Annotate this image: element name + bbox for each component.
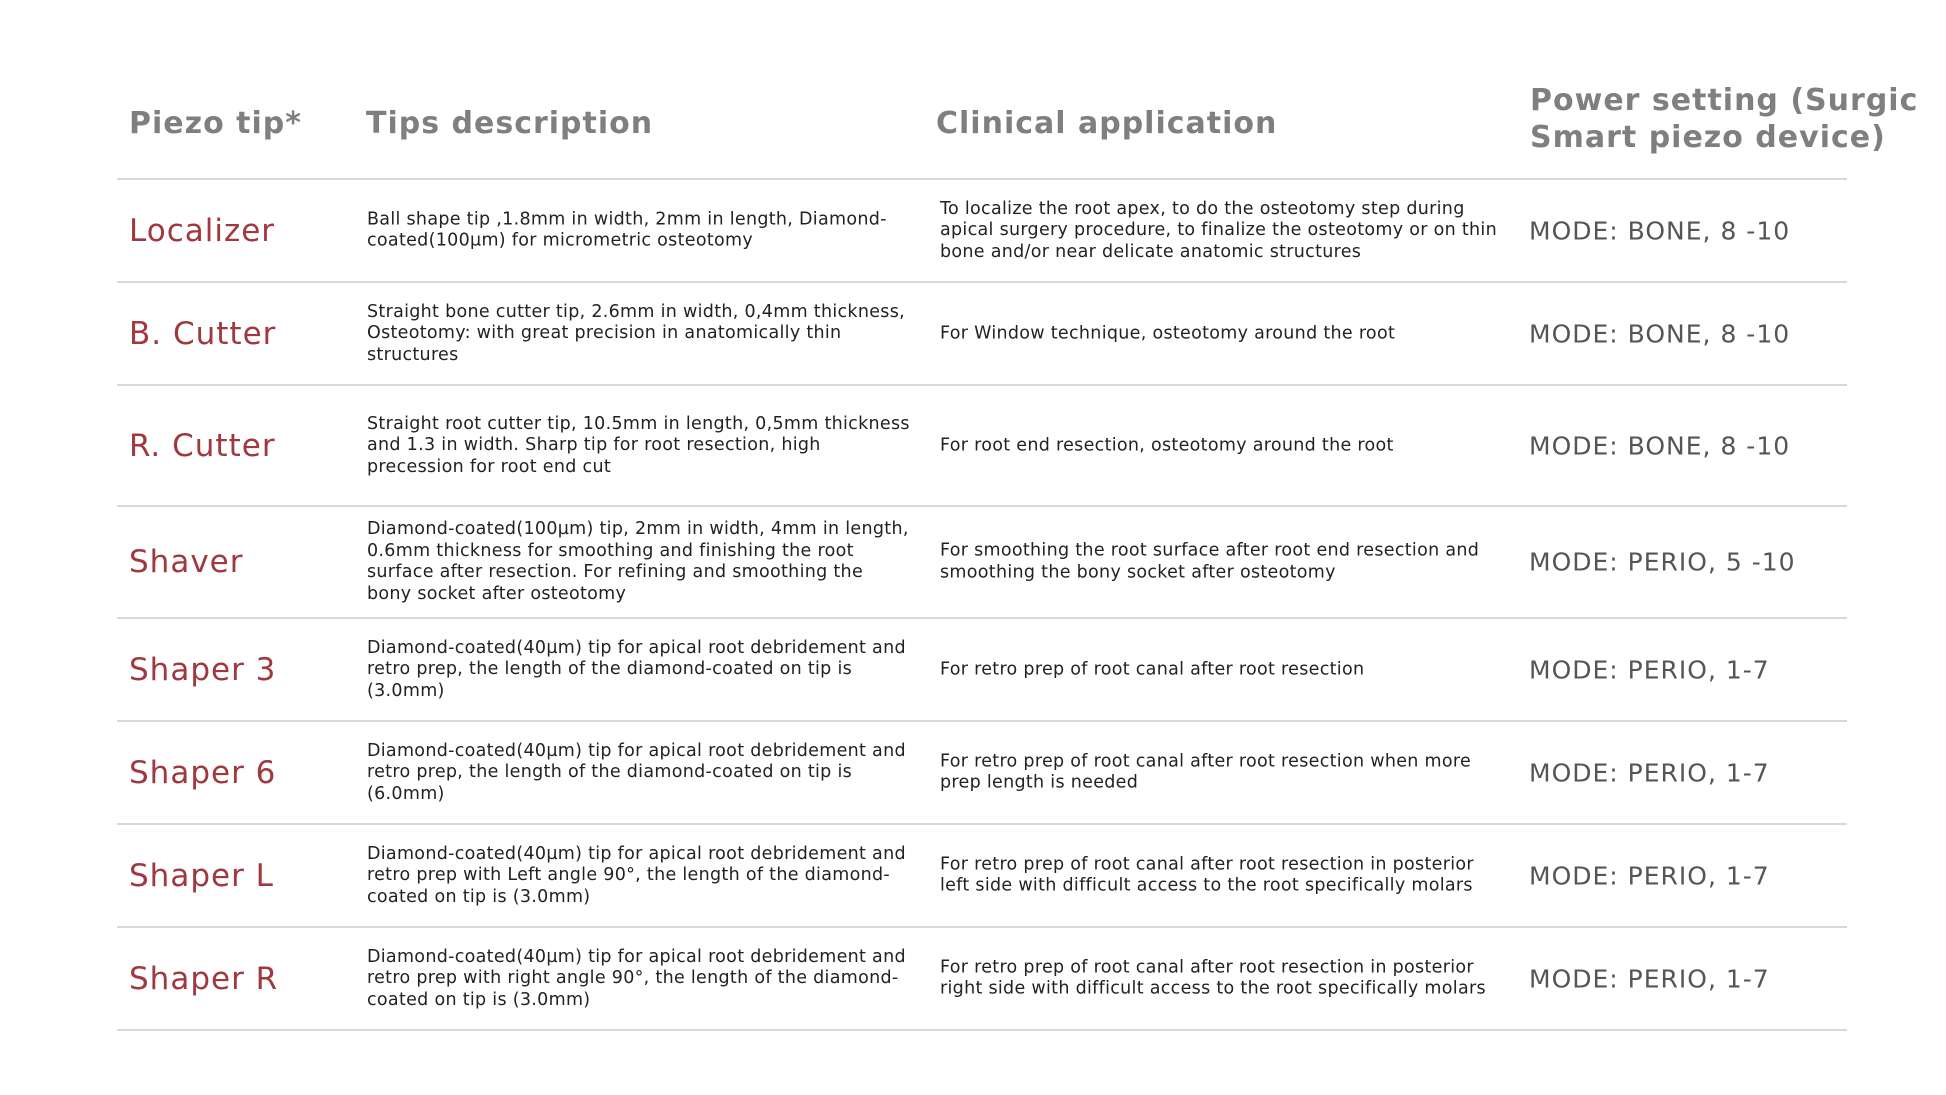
table-row <box>117 283 1847 386</box>
piezo-tips-table <box>117 70 1919 1031</box>
power-setting: MODE: PERIO, 1-7 <box>1529 964 1770 993</box>
table-header <box>117 70 1919 180</box>
power-setting: MODE: PERIO, 1-7 <box>1529 861 1770 890</box>
table-row <box>117 722 1847 825</box>
table-body <box>117 180 1847 1031</box>
power-setting: MODE: BONE, 8 -10 <box>1529 319 1791 348</box>
header-power-line2: Smart piezo device) <box>1530 120 1886 155</box>
table-row <box>117 928 1847 1031</box>
power-setting: MODE: PERIO, 1-7 <box>1529 758 1770 787</box>
piezo-tip-name: Shaver <box>129 544 244 580</box>
tip-description: Diamond-coated(40µm) tip for apical root debridement and retro prep, the length of the diamond-coated on tip is (3.0mm) <box>367 637 906 701</box>
piezo-tip-name: R. Cutter <box>129 427 276 464</box>
piezo-tip-name: Shaper 6 <box>129 754 277 791</box>
clinical-application: For retro prep of root canal after root resection <box>940 658 1365 679</box>
header-power-setting <box>1530 82 1918 156</box>
tip-description: Diamond-coated(40µm) tip for apical root debridement and retro prep with Left angle 90°, the length of the diamond-coated on tip is (3.0mm) <box>367 843 906 907</box>
header-power-line1: Power setting (Surgic <box>1530 83 1919 118</box>
tip-description: Diamond-coated(100µm) tip, 2mm in width, 4mm in length, 0.6mm thickness for smoothing and finishing the root surface after resection. For refining and smoothing the bony socket after osteotomy <box>367 519 909 604</box>
table-row <box>117 619 1847 722</box>
power-setting: MODE: PERIO, 1-7 <box>1529 655 1770 684</box>
clinical-application: For root end resection, osteotomy around the root <box>940 434 1394 455</box>
clinical-application: For retro prep of root canal after root resection when more prep length is needed <box>940 751 1472 793</box>
tip-description: Straight root cutter tip, 10.5mm in length, 0,5mm thickness and 1.3 in width. Sharp tip for root resection, high precession for root end cut <box>367 413 910 477</box>
header-piezo-tip: Piezo tip* <box>129 106 302 141</box>
piezo-tip-name: B. Cutter <box>129 315 277 352</box>
clinical-application: To localize the root apex, to do the osteotomy step during apical surgery procedure, to finalize the osteotomy or on thin bone and/or near delicate anatomic structures <box>940 198 1497 262</box>
table-row <box>117 180 1847 283</box>
header-tips-description: Tips description <box>366 106 654 141</box>
clinical-application: For Window technique, osteotomy around the root <box>940 322 1396 343</box>
tip-description: Ball shape tip ,1.8mm in width, 2mm in length, Diamond-coated(100µm) for micrometric osteotomy <box>367 209 887 251</box>
power-setting: MODE: PERIO, 5 -10 <box>1529 547 1796 577</box>
table-row <box>117 825 1847 928</box>
piezo-tip-name: Localizer <box>129 212 276 249</box>
power-setting: MODE: BONE, 8 -10 <box>1529 431 1791 460</box>
piezo-tip-name: Shaper R <box>129 960 279 997</box>
clinical-application: For retro prep of root canal after root resection in posterior left side with difficult access to the root specifically molars <box>940 854 1474 896</box>
power-setting: MODE: BONE, 8 -10 <box>1529 216 1791 245</box>
tip-description: Straight bone cutter tip, 2.6mm in width, 0,4mm thickness, Osteotomy: with great precision in anatomically thin structures <box>367 301 906 365</box>
tip-description: Diamond-coated(40µm) tip for apical root debridement and retro prep, the length of the diamond-coated on tip is (6.0mm) <box>367 740 906 804</box>
header-clinical-application: Clinical application <box>936 106 1278 141</box>
table-row <box>117 386 1847 507</box>
tip-description: Diamond-coated(40µm) tip for apical root debridement and retro prep with right angle 90°, the length of the diamond-coated on tip is (3.0mm) <box>367 946 906 1010</box>
clinical-application: For retro prep of root canal after root resection in posterior right side with difficult access to the root specifically molars <box>940 957 1486 999</box>
table-row <box>117 507 1847 619</box>
piezo-tip-name: Shaper L <box>129 857 274 894</box>
clinical-application: For smoothing the root surface after root end resection and smoothing the bony socket after osteotomy <box>940 540 1480 582</box>
piezo-tip-name: Shaper 3 <box>129 651 277 688</box>
